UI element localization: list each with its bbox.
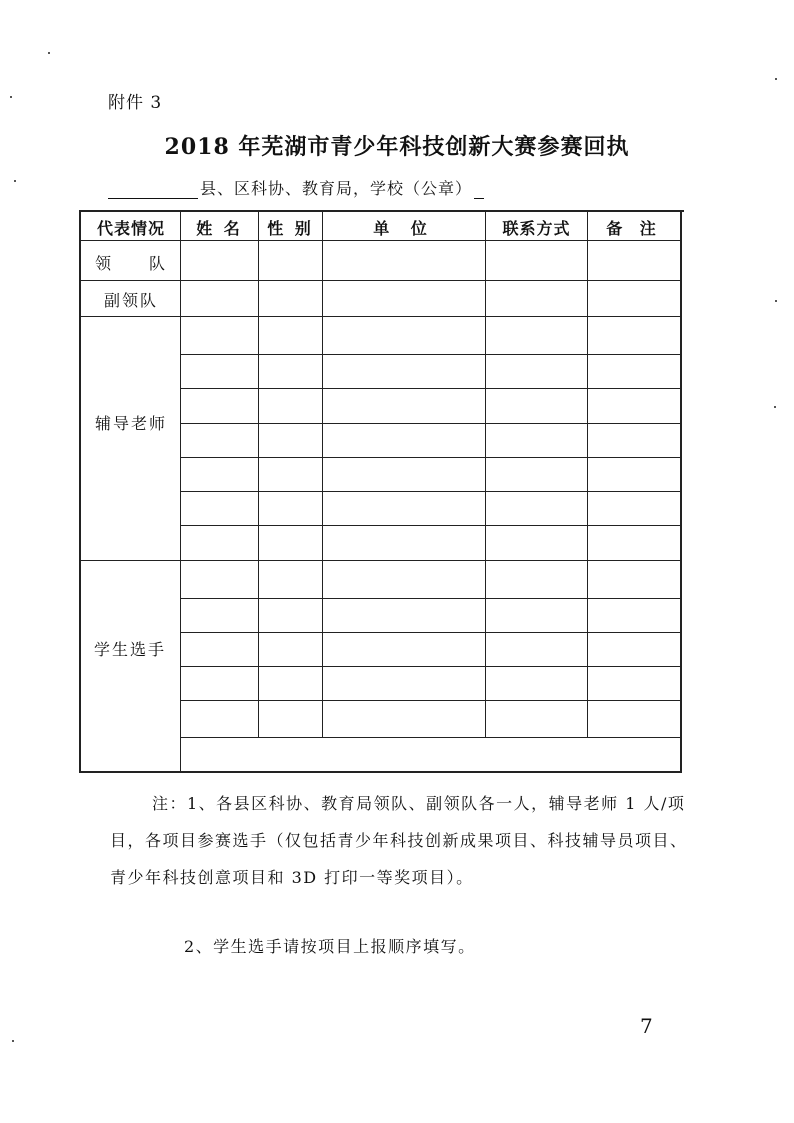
row-line-student-4 (180, 700, 682, 701)
scan-speck (14, 180, 16, 182)
scan-speck (12, 1040, 14, 1042)
document-title: 2018 年芜湖市青少年科技创新大赛参赛回执 (164, 134, 630, 160)
unit-line (108, 176, 484, 199)
header-name: 姓 名 (196, 219, 243, 238)
unit-line-tail (474, 180, 484, 199)
row-line-student-5 (180, 737, 682, 738)
scan-speck (775, 300, 777, 302)
row-label-leader: 领 队 (94, 254, 167, 273)
row-label-deputy-leader: 副领队 (103, 291, 158, 310)
scan-speck (10, 96, 12, 98)
row-line-deputy (80, 316, 682, 317)
row-line-student-1 (180, 598, 682, 599)
attachment-label: 附件 3 (108, 93, 163, 113)
row-label-students: 学生选手 (93, 640, 166, 659)
header-remarks: 备 注 (606, 219, 662, 238)
header-underline (80, 240, 682, 241)
row-line-instructor-1 (180, 354, 682, 355)
row-line-instructor-3 (180, 423, 682, 424)
notes-block (110, 785, 694, 896)
header-unit: 单 位 (373, 219, 435, 238)
row-line-instructor-4 (180, 457, 682, 458)
table-bottom-border (80, 771, 682, 773)
col-divider-5 (587, 210, 588, 738)
scan-speck (48, 52, 50, 54)
col-divider-4 (485, 210, 486, 738)
header-gender: 性 别 (267, 219, 314, 238)
table-left-border (79, 210, 81, 773)
note-1: 注：1、各县区科协、教育局领队、副领队各一人，辅导老师 1 人/项目，各项目参赛选手（仅包括青少年科技创新成果项目、科技辅导员项目、青少年科技创意项目和 3D 打印一等奖项目）。 (110, 794, 688, 887)
header-contact: 联系方式 (502, 219, 571, 238)
row-line-student-3 (180, 666, 682, 667)
table-top-border (80, 210, 684, 212)
scan-speck (775, 78, 777, 80)
scan-speck (774, 406, 776, 408)
row-label-instructors: 辅导老师 (94, 414, 167, 433)
row-line-instructor-5 (180, 491, 682, 492)
note-2: 2、学生选手请按项目上报顺序填写。 (184, 937, 476, 956)
header-representative: 代表情况 (96, 219, 165, 238)
page-number: 7 (640, 1014, 653, 1038)
col-divider-3 (322, 210, 323, 738)
row-line-instructor-2 (180, 388, 682, 389)
county-blank (108, 180, 198, 199)
col-divider-2 (258, 210, 259, 738)
section-divider (80, 560, 682, 561)
row-line-instructor-6 (180, 525, 682, 526)
row-line-leader (80, 280, 682, 281)
row-line-student-2 (180, 632, 682, 633)
unit-line-text: 县、区科协、教育局，学校（公章） (200, 179, 473, 198)
